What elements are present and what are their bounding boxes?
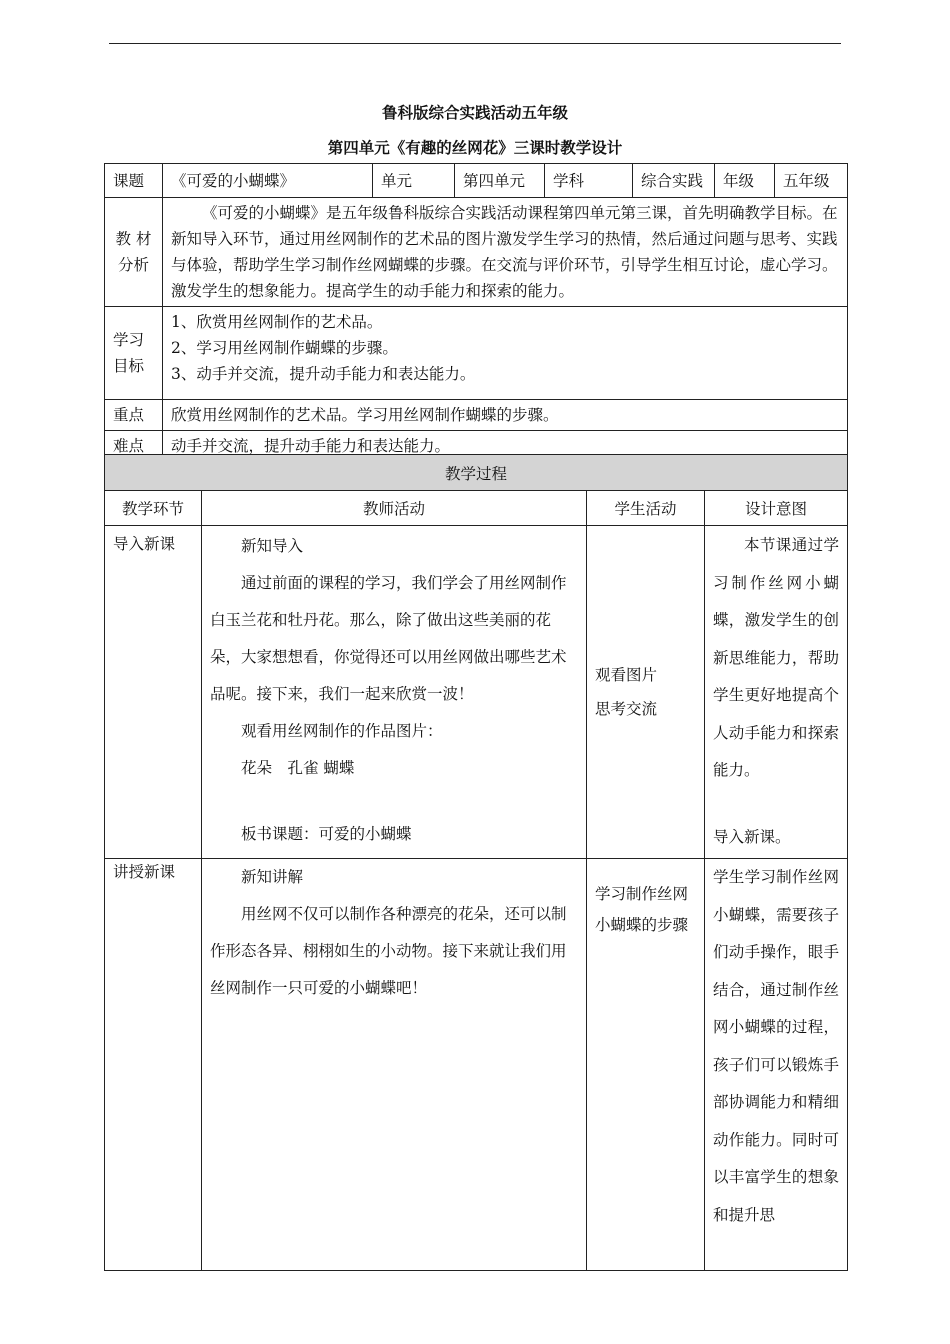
grade-label: 年级	[715, 164, 775, 198]
teacher-paragraph: 用丝网不仅可以制作各种漂亮的花朵，还可以制作形态各异、栩栩如生的小动物。接下来就让我们用丝网制作一只可爱的小蝴蝶吧！	[210, 905, 567, 997]
design-intent-text: 本节课通过学习制作丝网小蝴蝶，激发学生的创新思维能力，帮助学生更好地提高个人动手能力和探索能力。	[713, 536, 840, 779]
analysis-row	[105, 198, 848, 307]
goals-label-line1: 学习	[113, 331, 145, 349]
goal-item: 3、动手并交流，提升动手能力和表达能力。	[171, 365, 476, 383]
document-title: 鲁科版综合实践活动五年级	[381, 104, 568, 122]
topic-value: 《可爱的小蝴蝶》	[163, 164, 373, 198]
teacher-heading: 新知导入	[241, 537, 304, 555]
subject-label: 学科	[545, 164, 633, 198]
grade-value: 五年级	[775, 164, 848, 198]
header-rule	[109, 43, 841, 44]
teacher-paragraph: 花朵 孔雀 蝴蝶	[241, 759, 355, 777]
column-header-student: 学生活动	[587, 491, 705, 526]
student-activity-cell	[587, 526, 705, 859]
process-band-row	[105, 455, 848, 491]
column-header-teacher: 教师活动	[202, 491, 587, 526]
student-activity-line: 小蝴蝶的步骤	[595, 916, 689, 934]
document-subtitle: 第四单元《有趣的丝网花》三课时教学设计	[327, 139, 623, 157]
teacher-paragraph: 通过前面的课程的学习，我们学会了用丝网制作白玉兰花和牡丹花。那么，除了做出这些美丽的花朵，大家想想看，你觉得还可以用丝网做出哪些艺术品呢。接下来，我们一起来欣赏一波！	[210, 574, 567, 703]
teacher-paragraph: 观看用丝网制作的作品图片：	[241, 722, 443, 740]
unit-label: 单元	[373, 164, 455, 198]
goal-item: 2、学习用丝网制作蝴蝶的步骤。	[171, 339, 398, 357]
goal-item: 1、欣赏用丝网制作的艺术品。	[171, 313, 383, 331]
design-intent-cell	[705, 526, 848, 859]
difficulty-label: 难点	[105, 431, 163, 462]
unit-value: 第四单元	[455, 164, 545, 198]
design-intent-cell	[705, 859, 848, 1271]
teacher-activity-cell	[202, 526, 587, 859]
design-intent-text: 导入新课。	[713, 827, 791, 846]
analysis-label-line1: 教 材	[115, 230, 152, 248]
process-title: 教学过程	[105, 455, 848, 491]
student-activity-line: 观看图片	[595, 666, 658, 684]
goals-row	[105, 307, 848, 400]
key-point-label: 重点	[105, 400, 163, 431]
column-header-stage: 教学环节	[105, 491, 202, 526]
design-intent-text: 学生学习制作丝网小蝴蝶，需要孩子们动手操作，眼手结合，通过制作丝网小蝴蝶的过程，孩子们可以锻炼手部协调能力和精细动作能力。同时可以丰富学生的想象和提升思	[713, 868, 840, 1224]
teacher-paragraph: 板书课题：可爱的小蝴蝶	[241, 825, 412, 843]
goals-label-line2: 目标	[113, 357, 145, 375]
difficulty-text: 动手并交流，提升动手能力和表达能力。	[163, 431, 848, 462]
analysis-label	[105, 198, 163, 307]
goals-label	[105, 307, 163, 400]
info-row	[105, 164, 848, 198]
subject-value: 综合实践	[633, 164, 715, 198]
topic-label: 课题	[105, 164, 163, 198]
column-header-intent: 设计意图	[705, 491, 848, 526]
key-point-text: 欣赏用丝网制作的艺术品。学习用丝网制作蝴蝶的步骤。	[163, 400, 848, 431]
goals-list	[163, 307, 848, 400]
teacher-heading: 新知讲解	[241, 868, 304, 886]
student-activity-cell	[587, 859, 705, 1271]
process-row-intro	[105, 526, 848, 859]
process-row-lesson	[105, 859, 848, 1271]
stage-cell: 讲授新课	[105, 859, 202, 1271]
analysis-label-line2: 分析	[117, 256, 149, 274]
teaching-process-table	[104, 454, 848, 1271]
stage-cell: 导入新课	[105, 526, 202, 859]
key-point-row	[105, 400, 848, 431]
teacher-activity-cell	[202, 859, 587, 1271]
student-activity-line: 思考交流	[595, 700, 658, 718]
analysis-text: 《可爱的小蝴蝶》是五年级鲁科版综合实践活动课程第四单元第三课，首先明确教学目标。在新知导入环节，通过用丝网制作的艺术品的图片激发学生学习的热情，然后通过问题与思考、实践与体验，帮助学生学习制作丝网蝴蝶的步骤。在交流与评价环节，引导学生相互讨论，虚心学习。激发学生的想象能力。提高学生的动手能力和探索的能力。	[163, 198, 848, 307]
lesson-info-table	[104, 163, 848, 462]
student-activity-line: 学习制作丝网	[595, 885, 689, 903]
process-header-row	[105, 491, 848, 526]
